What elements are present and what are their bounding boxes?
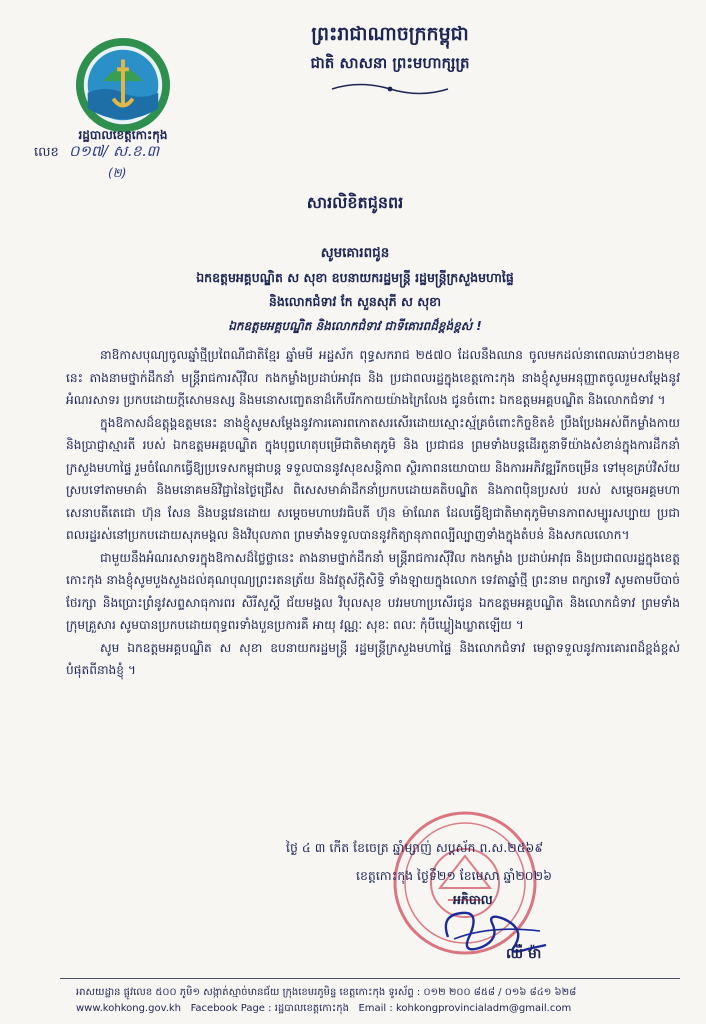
ornament-divider-icon [330,82,450,96]
paragraph-3: ជាមួយនឹងអំណរសាទរក្នុងឱកាសដ៏ថ្លៃថ្លានេះ តាងនាមថ្នាក់ដឹកនាំ មន្ត្រីរាជការស៊ីវិល កងកម្លាំង ប្រដាប់អាវុធ និងប្រជាពលរដ្ឋក្នុងខេត្តកោះកុង នាងខ្ញុំសូមបួងសួងដល់គុណបុណ្យព្រះរតនត្រ័យ និងវត្ថុស័ក្តិសិទ្ធិ ទាំងឡាយក្នុងលោក ទេវតាឆ្នាំថ្មី ព្រះនាម ពក្សាទេវី សូមតាមបីបាច់ថែរក្សា និងប្រោះព្រំនូវសព្ទសាធុការពរ សិរីសួស្តី ជ័យមង្គល វិបុលសុខ បវរមហាប្រសើរជូន ឯកឧត្តមអគ្គបណ្ឌិត និងលោកជំទាវ ព្រមទាំង ក្រុមគ្រួសារ សូមបានប្រកបដោយពុទ្ធពរទាំងបួនប្រការគឺ អាយុ វណ្ណៈ សុខៈ ពលៈ កុំបីឃ្លៀងឃ្លាតឡើយ ។ [66,550,680,632]
facebook-label: Facebook Page : [190,1003,272,1014]
signer-position: អភិបាល [453,892,493,907]
paragraph-1: នាឱកាសបុណ្យចូលឆ្នាំថ្មីប្រពៃណីជាតិខ្មែរ ឆ្នាំមមី អដ្ឋស័ក ពុទ្ធសករាជ ២៥៧០ ដែលនឹងឈាន ចូលមកដល់នាពេលឆាប់ៗខាងមុខនេះ តាងនាមថ្នាក់ដឹកនាំ មន្ត្រីរាជការស៊ីវិល កងកម្លាំងប្រដាប់អាវុធ និង ប្រជាពលរដ្ឋក្នុងខេត្តកោះកុង នាងខ្ញុំសូមអនុញ្ញាតចូលរួមសម្តែងនូវអំណរសាទរ ប្រកបដោយក្តីសោមនស្ស និងមនោសញ្ចេតនាដ៏កើបរីកកាយយ៉ាងក្រៃលែង ជូនចំពោះ ឯកឧត្តមអគ្គបណ្ឌិត និងលោកជំទាវ ។ [66,348,680,407]
paragraph-4: សូម ឯកឧត្តមអគ្គបណ្ឌិត ស សុខា ឧបនាយករដ្ឋមន្ត្រី រដ្ឋមន្ត្រីក្រសួងមហាផ្ទៃ និងលោកជំទាវ មេត្តាទទួលនូវការគោរពដ៏ខ្ពង់ខ្ពស់បំផុតពីនាងខ្ញុំ ។ [66,640,680,677]
paragraph-2: ក្នុងឱកាសដ៏ឧត្តុង្គឧត្តមនេះ នាងខ្ញុំសូមសម្តែងនូវការគោរពកោតសរសើរដោយស្មោះស្ម័គ្រចំពោះកិច្ចខិតខំ ប្រឹងប្រែងអស់ពីកម្លាំងកាយ និងប្រាជ្ញាស្មារតី របស់ ឯកឧត្តមអគ្គបណ្ឌិត ក្នុងបុព្វហេតុបម្រើជាតិមាតុភូមិ និង ប្រជាជន ព្រមទាំងបន្តដើរតួនាទីយ៉ាងសំខាន់ក្នុងការដឹកនាំក្រសួងមហាផ្ទៃ រួមចំណែកធ្វើឱ្យប្រទេសកម្ពុជាបន្ត ទទួលបាននូវសុខសន្តិភាព ស្ថិរភាពនយោបាយ និងការអភិវឌ្ឍរីកចម្រើន ទៅមុខគ្រប់វិស័យ ស្របទៅតាមមាគ៌ា និងមនោគមន៍វិជ្ជានៃថ្ងៃជ្រើស ពិសេសមាគ៌ាដឹកនាំប្រកបដោយគតិបណ្ឌិត និងភាពប៉ិនប្រសប់ របស់ សម្តេចអគ្គមហាសេនាបតីតេជោ ហ៊ុន សែន និងបន្តវេនដោយ សម្តេចមហាបវរធិបតី ហ៊ុន ម៉ាណែត ដែលធ្វើឱ្យជាតិមាតុភូមិមានភាពសម្បូរសប្បាយ ប្រជាពលរដ្ឋរស់នៅប្រកបដោយសុភមង្គល និងវិបុលភាព ព្រមទាំងទទួលបាននូវកិត្យានុភាពល្បីល្បាញទាំងក្នុងតំបន់ និងសកលលោក។ [66,415,680,542]
signer-name: ឈឺ ម៉ា [506,946,542,962]
organization-name: រដ្ឋបាលខេត្តកោះកុង [78,128,168,142]
website-link[interactable]: www.kohkong.gov.kh [76,1003,182,1014]
lunar-date: ថ្ងៃ ៤ ៣ កើត ខែចេត្រ ឆ្នាំម្សាញ់ សប្តស័ក ព.ស.២៥៦៩ [286,840,544,855]
reference-label: លេខ [34,145,59,160]
solar-date: ខេត្តកោះកុង ថ្ងៃទី២១ ខែមេសា ឆ្នាំ២០២៦ [356,868,552,883]
recipient-line-2: និងលោកជំទាវ កែ សួនសុភី ស សុខា [268,294,442,309]
footer-divider [60,978,680,979]
recipient-line-1: ឯកឧត្តមអគ្គបណ្ឌិត ស សុខា ឧបនាយករដ្ឋមន្ត្រី រដ្ឋមន្ត្រីក្រសួងមហាផ្ទៃ [196,270,514,285]
facebook-link[interactable]: រដ្ឋបាលខេត្តកោះកុង [274,1003,349,1014]
letter-title: សារលិខិតជូនពរ [306,193,404,212]
salutation-line: ឯកឧត្តមអគ្គបណ្ឌិត និងលោកជំទាវ ជាទីគោរពដ៏ខ្ពង់ខ្ពស់ ! [228,319,482,333]
letter-body [66,344,680,682]
footer-address: អាសយដ្ឋាន ផ្លូវលេខ ៥០០ ភូមិ១ សង្កាត់ស្មាច់មានជ័យ ក្រុងខេមរភូមិន្ទ ខេត្តកោះកុង ទូរស័ព្ទ : ០១២ ២០០ ៨៥៨ / ០១៦ ៨៤១ ៦២៨ [76,987,577,998]
email-label: Email : [358,1003,393,1014]
kingdom-heading: ព្រះរាជាណាចក្រកម្ពុជា [311,23,469,45]
reference-number [34,142,159,164]
email-link[interactable]: kohkongprovincialadm@gmail.com [395,1003,572,1014]
footer-contacts [76,1001,696,1016]
national-motto: ជាតិ សាសនា ព្រះមហាក្សត្រ [310,54,470,72]
reference-sub: (២) [108,166,127,180]
dedication-line: សូមគោរពជូន [320,245,390,261]
reference-value: ០១៧/ ស.ខ.៣ [68,142,160,160]
provincial-logo-icon [74,36,172,134]
